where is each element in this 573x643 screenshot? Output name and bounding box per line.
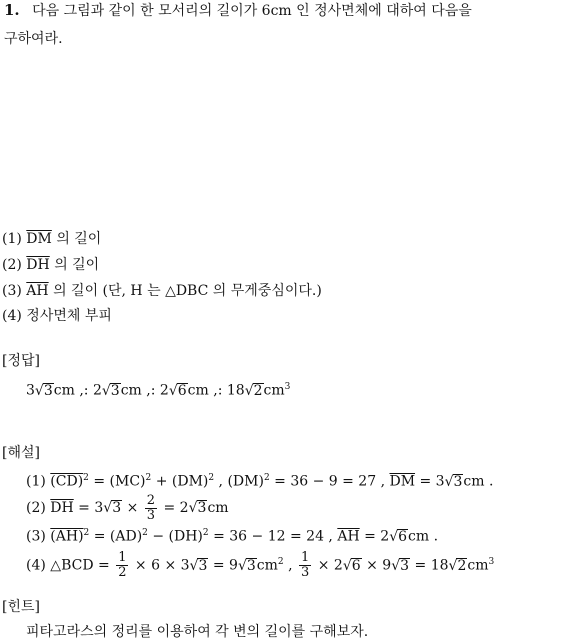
math-term: cm . [408,528,439,545]
radicand: 3 [400,557,410,574]
answer-coef: 3 [26,382,35,399]
radicand: 3 [110,382,120,399]
solution-label: (4) [26,557,46,574]
solution-label: (3) [26,528,46,545]
sqrt-sign: √ [389,528,399,545]
answer-unit: cm ,: [120,382,160,399]
question-3 [2,282,322,300]
question-text: 정사면체 부피 [26,308,112,324]
sqrt-sign: √ [103,500,113,516]
numerator: 1 [118,550,127,566]
answer-coef: 2 [159,382,169,399]
solution-4: (4) △BCD = $\frac{1}{2}$ × $6 \times 3√3 = 9√3cm^2$ , $\frac{1}{3}$ × $2√6 \times 9√3 = 18√2cm^3$ [26,550,495,581]
radicand: 3 [197,500,207,516]
answer-coef: 2 [92,382,102,399]
math-term: = 3 [73,500,104,516]
sqrt-sign: √ [237,557,247,574]
question-label: (3) [2,283,22,299]
math-term: + (DM) [151,473,209,490]
answer-coef: 18 [226,382,245,399]
math-term: × 9 [361,557,392,574]
fraction [299,551,311,580]
solution-heading: [해설] [2,445,40,461]
sqrt-sign: √ [391,557,401,574]
denominator: 3 [146,507,156,523]
math-term: (AH) [50,528,84,545]
radicand: 6 [177,382,187,399]
sqrt-sign: √ [244,382,254,399]
sqrt-sign: √ [448,557,458,574]
math-term: (CD) [50,473,84,490]
math-term: cm [467,557,489,574]
segment-label: $\overline{AH}$ [26,283,49,299]
fraction [145,494,157,523]
question-1 [2,230,101,248]
fraction [116,551,128,580]
question-label: (2) [2,257,22,273]
answer-unit: cm [263,382,285,399]
problem-line-1 [4,1,472,20]
answer-heading: [정답] [2,353,40,369]
math-term: = 18 [410,557,449,574]
radicand: 3 [246,557,256,574]
segment-label: $\overline{DM}$ [389,473,416,490]
question-4 [2,307,112,325]
solution-2 [26,492,229,524]
problem-text-1: 다음 그림과 같이 한 모서리의 길이가 6cm 인 정사면체에 대하여 다음을 [32,3,472,19]
segment-label: $\overline{DH}$ [50,500,74,516]
math-term: × 6 × 3 [130,557,190,574]
math-term: cm . [463,473,494,490]
radicand: 6 [398,528,408,545]
math-term: = 3 [415,473,445,490]
math-term: = (MC) [88,473,146,490]
math-term: cm [256,557,278,574]
denominator: 2 [118,565,127,581]
denominator: 3 [301,565,310,581]
solution-label: (1) [26,473,46,490]
answer-unit: cm ,: [187,382,227,399]
math-term: △BCD = [50,557,115,574]
numerator: 2 [146,492,156,508]
math-term: = 9 [208,557,238,574]
segment-label: $\overline{DH}$ [26,257,50,273]
math-term: , [283,557,297,574]
answer-unit: cm ,: [53,382,93,399]
math-term: , (DM) [214,473,264,490]
sqrt-sign: √ [342,557,352,574]
sqrt-sign: √ [444,473,454,490]
question-text: 의 길이 [54,257,100,273]
question-text: 의 길이 [56,231,102,247]
sqrt-sign: √ [188,500,198,516]
question-label: (4) [2,308,22,324]
math-term: × [122,500,143,516]
hint-heading: [힌트] [2,599,40,615]
solution-label: (2) [26,500,46,516]
math-term: − (DH) [147,528,203,545]
radicand: 2 [253,382,263,399]
radicand: 3 [453,473,463,490]
numerator: 1 [301,550,310,566]
problem-number: 1. [4,1,20,19]
solution-1: (1) (CD)$^2$ = (MC)$^2$ + (DM)$^2$ , (DM)$^2$ = 36 − 9 = 27 , $\overline{DM} = 3√3cm$ . [26,473,494,490]
sqrt-sign: √ [189,557,199,574]
math-term: × 2 [313,557,343,574]
hint-text: 피타고라스의 정리를 이용하여 각 변의 길이를 구해보자. [26,624,369,640]
problem-text-2: 구하여라. [4,31,63,47]
question-label: (1) [2,231,22,247]
radicand: 3 [112,500,122,516]
sqrt-sign: √ [34,382,44,399]
segment-label: $\overline{DM}$ [26,231,52,247]
math-term: = 2 [159,500,189,516]
question-text: 의 길이 (단, H 는 △DBC 의 무게중심이다.) [53,283,322,299]
math-term: = 36 − 9 = 27 , [269,473,390,490]
math-term: = (AD) [89,528,143,545]
math-term: cm [207,500,229,516]
math-term: = 36 − 12 = 24 , [208,528,338,545]
answer-line: 3√3cm ,: 2√3cm ,: 2√6cm ,: $18√2cm^3$ [26,382,291,399]
segment-label: $\overline{AH}$ [337,528,360,545]
sqrt-sign: √ [101,382,111,399]
radicand: 2 [457,557,467,574]
sqrt-sign: √ [168,382,178,399]
question-2 [2,256,99,274]
math-term: = 2 [359,528,390,545]
radicand: 3 [43,382,53,399]
radicand: 6 [351,557,361,574]
solution-3: (3) (AH)$^2$ = (AD)$^2$ − (DH)$^2$ = 36 − 12 = 24 , $\overline{AH} = 2√6cm$ . [26,528,439,545]
radicand: 3 [198,557,208,574]
